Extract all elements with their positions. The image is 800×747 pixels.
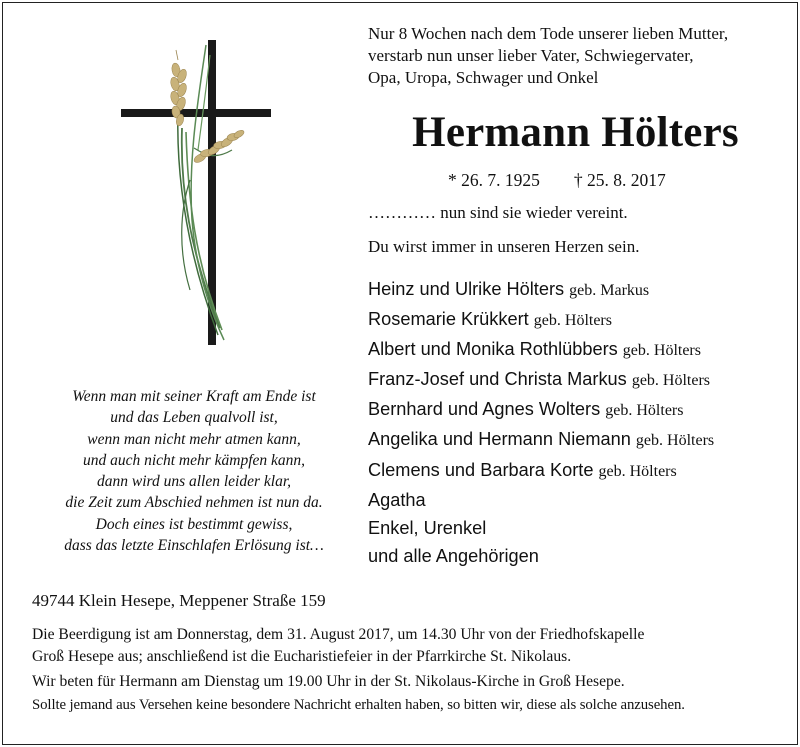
reunion-line: ………… nun sind sie wieder vereint.: [368, 203, 628, 222]
mourner-nee: geb. Hölters: [635, 432, 715, 450]
mourner-nee: geb. Hölters: [631, 372, 711, 390]
death-date: † 25. 8. 2017: [573, 170, 666, 190]
birth-date: * 26. 7. 1925: [448, 170, 540, 190]
mourner-row: [368, 275, 793, 305]
mourner-row: [368, 456, 793, 486]
heart-line: Du wirst immer in unseren Herzen sein.: [368, 237, 640, 256]
poem-line: die Zeit zum Abschied nehmen ist nun da.: [65, 494, 323, 512]
notice-text: Sollte jemand aus Versehen keine besondere Nachricht erhalten haben, so bitten wir, diese als solche anzusehen.: [32, 697, 685, 713]
poem-line: dann wird uns allen leider klar,: [96, 473, 292, 491]
mourner-name: Bernhard und Agnes Wolters: [368, 399, 601, 420]
mourner-row: [368, 365, 793, 395]
intro-line: Nur 8 Wochen nach dem Tode unserer lieben Mutter,: [368, 24, 729, 43]
poem-line: dass das letzte Einschlafen Erlösung ist…: [64, 537, 324, 555]
cross-with-wheat-icon: [110, 40, 290, 350]
poem-line: Wenn man mit seiner Kraft am Ende ist: [72, 388, 316, 405]
intro-line: Opa, Uropa, Schwager und Onkel: [368, 68, 599, 87]
mourner-name: Albert und Monika Rothlübbers: [368, 339, 618, 360]
mourner-row: [368, 542, 793, 570]
mourner-row: [368, 425, 793, 455]
mourner-nee: geb. Hölters: [533, 312, 612, 330]
family-address: 49744 Klein Hesepe, Meppener Straße 159: [32, 591, 326, 610]
funeral-info: [32, 624, 782, 668]
intro-text: [368, 23, 788, 89]
funeral-line: Groß Hesepe aus; anschließend ist die Eucharistiefeier in der Pfarrkirche St. Nikolaus.: [32, 648, 572, 665]
mourner-nee: geb. Hölters: [598, 462, 677, 480]
mourner-row: [368, 486, 793, 514]
life-dates: [448, 170, 666, 191]
mourner-name: Agatha: [368, 489, 426, 510]
poem-line: Doch eines ist bestimmt gewiss,: [95, 515, 293, 533]
mourner-row: [368, 514, 793, 542]
mourner-name: Franz-Josef und Christa Markus: [368, 369, 627, 390]
mourner-name: Heinz und Ulrike Hölters: [368, 279, 565, 299]
mourners-list: [368, 275, 793, 570]
mourner-row: [368, 305, 793, 335]
mourner-nee: geb. Hölters: [605, 402, 684, 420]
poem-line: und auch nicht mehr kämpfen kann,: [82, 451, 306, 469]
poem: [28, 386, 360, 556]
intro-line: verstarb nun unser lieber Vater, Schwiegervater,: [368, 46, 694, 65]
poem-line: und das Leben qualvoll ist,: [110, 409, 278, 427]
mourner-nee: geb. Markus: [569, 282, 650, 299]
mourner-nee: geb. Hölters: [622, 342, 701, 360]
funeral-line: Die Beerdigung ist am Donnerstag, dem 31. August 2017, um 14.30 Uhr von der Friedhofskapelle: [32, 626, 645, 643]
mourner-row: [368, 335, 793, 365]
mourner-name: Enkel, Urenkel: [368, 517, 487, 538]
mourner-name: und alle Angehörigen: [368, 545, 539, 566]
mourner-name: Clemens und Barbara Korte: [368, 459, 594, 480]
mourner-name: Rosemarie Krükkert: [368, 309, 529, 330]
mourner-name: Angelika und Hermann Niemann: [368, 429, 631, 450]
mourner-row: [368, 395, 793, 425]
deceased-name: Hermann Hölters: [412, 109, 739, 156]
poem-line: wenn man nicht mehr atmen kann,: [87, 430, 301, 448]
prayer-info: Wir beten für Hermann am Dienstag um 19.00 Uhr in der St. Nikolaus-Kirche in Groß Hesepe.: [32, 673, 625, 690]
